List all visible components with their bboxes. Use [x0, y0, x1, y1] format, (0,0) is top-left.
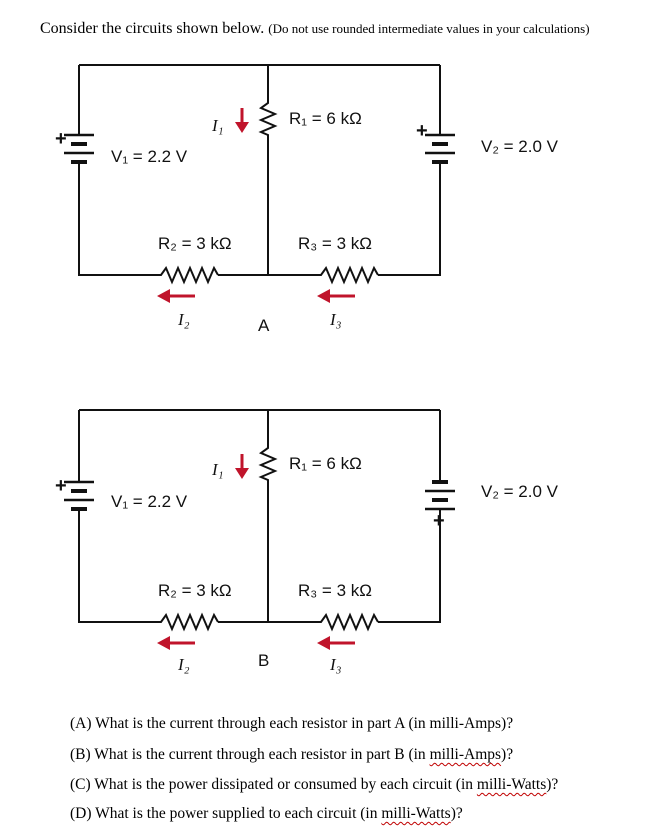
circuit-a-v2-plus: +: [416, 120, 428, 142]
circuit-a-i2-arrow: [157, 289, 195, 303]
problem-note: (Do not use rounded intermediate values in your calculations): [268, 21, 590, 36]
circuit-a-v1-plus: +: [55, 128, 67, 150]
question-b-unit: milli-Amps: [429, 746, 502, 763]
question-b-text: (B) What is the current through each resistor in part B (in: [70, 746, 430, 763]
circuit-b-i2-label: I₂: [178, 655, 190, 674]
circuit-b: [79, 410, 440, 629]
circuit-a-r1-label: R₁ = 6 kΩ: [289, 109, 362, 128]
question-d-text: (D) What is the power supplied to each circuit (in: [70, 805, 382, 822]
circuit-a: [79, 65, 440, 282]
question-b: [70, 746, 513, 764]
circuit-b-v2-label: V₂ = 2.0 V: [481, 482, 559, 501]
question-d-unit: milli-Watts: [381, 805, 451, 822]
circuit-b-right-wire-bottom: [378, 520, 440, 622]
circuit-b-i3-label: I₃: [330, 655, 342, 674]
circuit-b-r2-resistor: [158, 615, 218, 629]
circuit-a-r3-label: R₃ = 3 kΩ: [298, 234, 372, 253]
question-b-end: )?: [501, 746, 514, 763]
circuit-a-right-wire-bottom: [378, 175, 440, 275]
circuit-a-r3-resistor: [318, 268, 378, 282]
circuit-a-node-label: A: [258, 316, 270, 335]
circuit-b-r1-label: R₁ = 6 kΩ: [289, 454, 362, 473]
circuit-b-v1-battery: [64, 482, 94, 520]
circuit-a-r1-resistor: [261, 100, 275, 138]
circuit-b-i1-arrow: [235, 454, 249, 479]
circuit-a-left-wire-bottom: [79, 175, 158, 275]
circuit-a-i2-label: I₂: [178, 310, 190, 329]
circuit-b-v1-plus: +: [55, 475, 67, 497]
question-c-unit: milli-Watts: [476, 776, 547, 793]
question-c-end: )?: [546, 776, 559, 793]
circuit-b-i1-label: I₁: [212, 460, 224, 479]
question-a: (A) What is the current through each resistor in part A (in milli-Amps)?: [70, 715, 514, 732]
question-c-text: (C) What is the power dissipated or consumed by each circuit (in: [70, 776, 477, 793]
circuit-a-r2-resistor: [158, 268, 218, 282]
circuit-a-v2-battery: [425, 135, 455, 175]
problem-title: Consider the circuits shown below.: [40, 20, 265, 37]
circuit-b-v2-plus: +: [433, 510, 445, 532]
question-c: [70, 776, 558, 794]
circuit-b-r3-resistor: [318, 615, 378, 629]
circuit-a-i1-arrow: [235, 108, 249, 133]
circuit-b-r2-label: R₂ = 3 kΩ: [158, 581, 232, 600]
circuit-a-i3-label: I₃: [330, 310, 342, 329]
circuit-a-r2-label: R₂ = 3 kΩ: [158, 234, 232, 253]
circuit-b-i2-arrow: [157, 636, 195, 650]
circuit-b-r1-resistor: [261, 445, 275, 483]
circuit-b-v1-label: V₁ = 2.2 V: [111, 492, 188, 511]
circuit-a-i1-label: I₁: [212, 116, 224, 135]
circuit-a-v1-battery: [64, 135, 94, 175]
circuit-b-node-label: B: [258, 651, 270, 670]
circuit-b-i3-arrow: [317, 636, 355, 650]
question-d-end: )?: [450, 805, 463, 822]
circuit-a-v1-label: V₁ = 2.2 V: [111, 147, 188, 166]
circuit-a-i3-arrow: [317, 289, 355, 303]
circuit-a-v2-label: V₂ = 2.0 V: [481, 137, 559, 156]
question-d: [70, 805, 463, 823]
circuit-b-left-wire-bottom: [79, 520, 158, 622]
circuit-b-r3-label: R₃ = 3 kΩ: [298, 581, 372, 600]
